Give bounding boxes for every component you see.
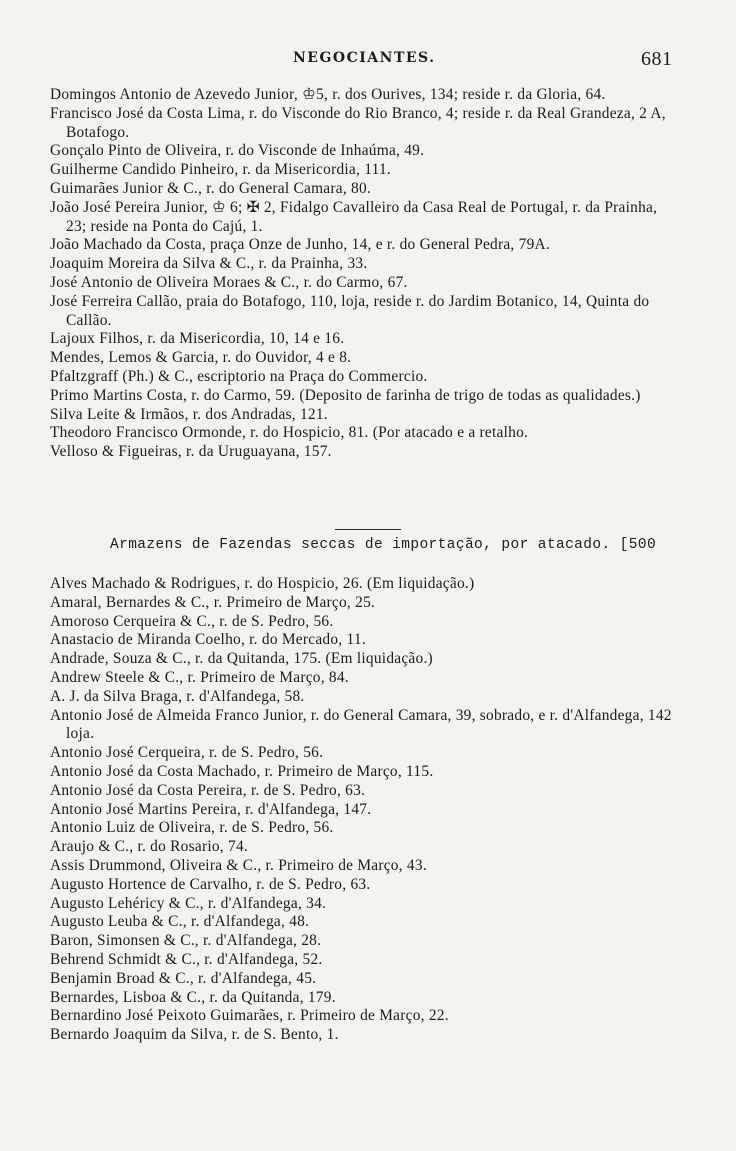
list-item: Alves Machado & Rodrigues, r. do Hospicio, 26. (Em liquidação.) bbox=[50, 575, 475, 592]
list-item: José Antonio de Oliveira Moraes & C., r. do Carmo, 67. bbox=[50, 273, 408, 291]
list-item: Theodoro Francisco Ormonde, r. do Hospicio, 81. (Por atacado e a retalho. bbox=[50, 424, 529, 442]
list-item: Pfaltzgraff (Ph.) & C., escriptorio na Praça do Commercio. bbox=[50, 367, 428, 385]
armazens-list bbox=[0, 575, 736, 1045]
list-item: Gonçalo Pinto de Oliveira, r. do Visconde de Inhaúma, 49. bbox=[50, 142, 425, 160]
list-item: Primo Martins Costa, r. do Carmo, 59. (Deposito de farinha de trigo de todas as qualidades.) bbox=[50, 386, 641, 404]
list-item: Andrade, Souza & C., r. da Quitanda, 175. (Em liquidação.) bbox=[50, 650, 433, 668]
list-item: Assis Drummond, Oliveira & C., r. Primeiro de Março, 43. bbox=[50, 856, 427, 874]
list-item: Joaquim Moreira da Silva & C., r. da Prainha, 33. bbox=[50, 255, 368, 273]
list-item: Mendes, Lemos & Garcia, r. do Ouvidor, 4 e 8. bbox=[50, 349, 352, 367]
list-item: João José Pereira Junior, ♔ 6; ✠ 2, Fidalgo Cavalleiro da Casa Real de Portugal, r. da Prainha, 23; reside na Ponta do Cajú, 1. bbox=[50, 198, 658, 235]
list-item: Lajoux Filhos, r. da Misericordia, 10, 14 e 16. bbox=[50, 330, 345, 348]
list-item: Antonio José de Almeida Franco Junior, r. do General Camara, 39, sobrado, e r. d'Alfandega, 142 loja. bbox=[50, 706, 672, 743]
list-item: Antonio José Cerqueira, r. de S. Pedro, 56. bbox=[50, 744, 324, 762]
section-divider bbox=[335, 529, 401, 530]
list-item: Anastacio de Miranda Coelho, r. do Mercado, 11. bbox=[50, 631, 366, 649]
list-item: Velloso & Figueiras, r. da Uruguayana, 157. bbox=[50, 443, 332, 461]
list-item: Baron, Simonsen & C., r. d'Alfandega, 28. bbox=[50, 932, 322, 950]
list-item: Augusto Lehéricy & C., r. d'Alfandega, 34. bbox=[50, 894, 327, 912]
list-item: Amoroso Cerqueira & C., r. de S. Pedro, 56. bbox=[50, 612, 334, 630]
page-title: NEGOCIANTES. bbox=[293, 50, 436, 66]
list-item: Guimarães Junior & C., r. do General Camara, 80. bbox=[50, 179, 372, 197]
list-item: Amaral, Bernardes & C., r. Primeiro de Março, 25. bbox=[50, 593, 376, 611]
list-item: Benjamin Broad & C., r. d'Alfandega, 45. bbox=[50, 969, 317, 987]
list-item: Behrend Schmidt & C., r. d'Alfandega, 52. bbox=[50, 950, 323, 968]
list-item: Augusto Leuba & C., r. d'Alfandega, 48. bbox=[50, 913, 310, 931]
list-item: Domingos Antonio de Azevedo Junior, ♔5, r. dos Ourives, 134; reside r. da Gloria, 64. bbox=[50, 86, 606, 103]
list-item: Francisco José da Costa Lima, r. do Visconde do Rio Branco, 4; reside r. da Real Grandeza, 2 A, Botafogo. bbox=[50, 104, 666, 141]
list-item: José Ferreira Callão, praia do Botafogo, 110, loja, reside r. do Jardim Botanico, 14, Quinta do Callão. bbox=[50, 292, 650, 329]
list-item: Bernardo Joaquim da Silva, r. de S. Bento, 1. bbox=[50, 1026, 339, 1044]
list-item: Bernardino José Peixoto Guimarães, r. Primeiro de Março, 22. bbox=[50, 1007, 449, 1025]
list-item: Antonio José da Costa Pereira, r. de S. Pedro, 63. bbox=[50, 781, 366, 799]
page-header bbox=[0, 50, 736, 74]
list-item: Augusto Hortence de Carvalho, r. de S. Pedro, 63. bbox=[50, 875, 371, 893]
list-item: A. J. da Silva Braga, r. d'Alfandega, 58. bbox=[50, 687, 305, 705]
list-item: Antonio José Martins Pereira, r. d'Alfandega, 147. bbox=[50, 800, 372, 818]
list-item: Silva Leite & Irmãos, r. dos Andradas, 121. bbox=[50, 405, 328, 423]
list-item: João Machado da Costa, praça Onze de Junho, 14, e r. do General Pedra, 79A. bbox=[50, 236, 550, 254]
list-item: Andrew Steele & C., r. Primeiro de Março, 84. bbox=[50, 668, 349, 686]
list-item: Antonio José da Costa Machado, r. Primeiro de Março, 115. bbox=[50, 762, 434, 780]
list-item: Guilherme Candido Pinheiro, r. da Misericordia, 111. bbox=[50, 161, 391, 179]
list-item: Bernardes, Lisboa & C., r. da Quitanda, 179. bbox=[50, 988, 336, 1006]
negociantes-list bbox=[0, 86, 736, 462]
page-number: 681 bbox=[641, 48, 673, 70]
section-heading: Armazens de Fazendas seccas de importação, por atacado. [500 bbox=[110, 537, 657, 553]
list-item: Antonio Luiz de Oliveira, r. de S. Pedro, 56. bbox=[50, 819, 334, 837]
list-item: Araujo & C., r. do Rosario, 74. bbox=[50, 838, 248, 856]
